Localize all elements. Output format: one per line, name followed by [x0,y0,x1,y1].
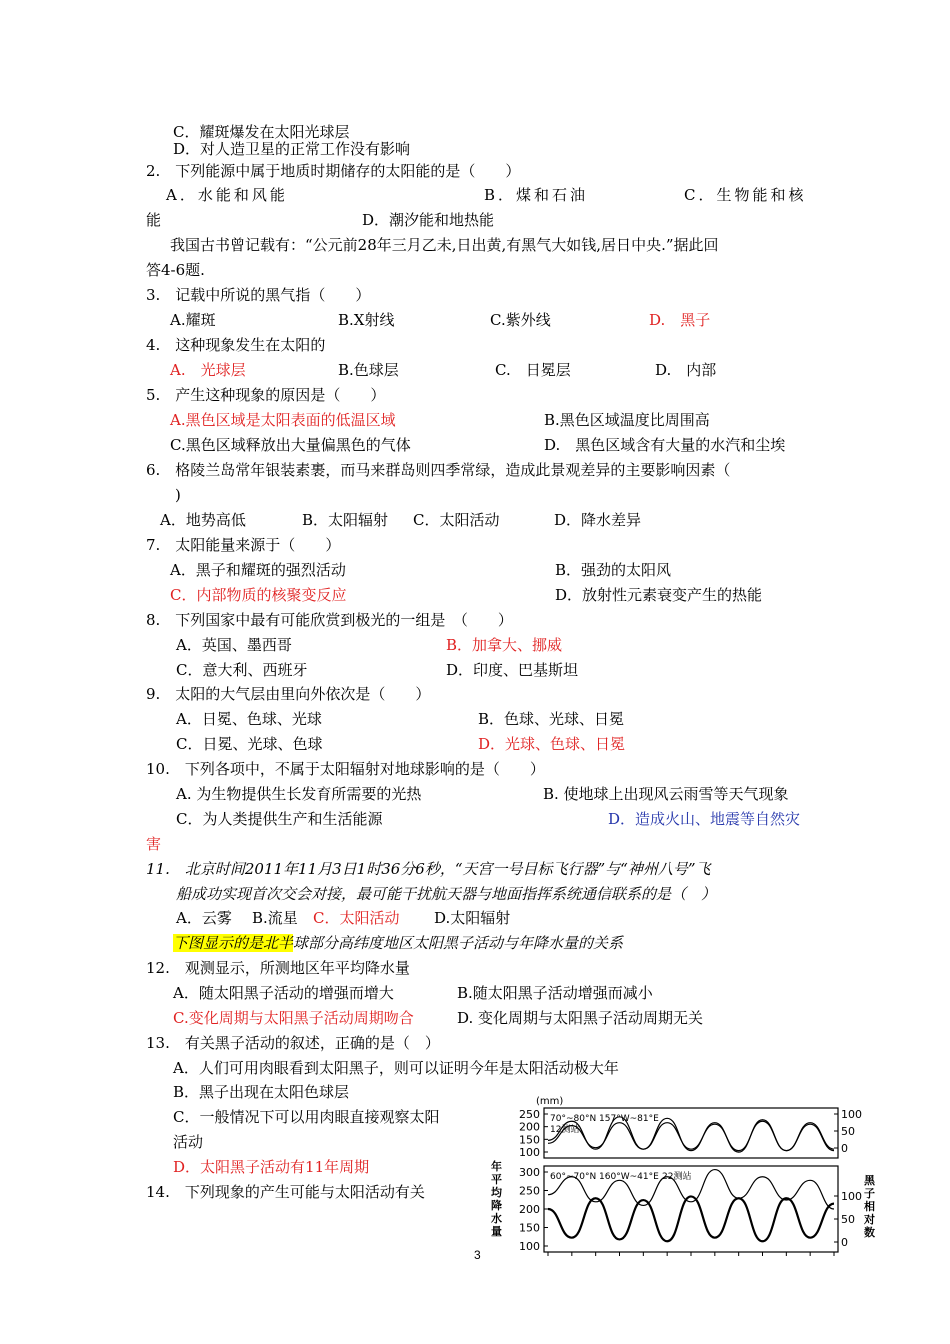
option-text: A．云雾 [176,909,232,927]
axis-label-char: 量 [491,1225,502,1238]
question-5: 5. 产生这种现象的原因是（ ） [146,386,386,404]
question-11-cont: 船成功实现首次交会对接，最可能干扰航天器与地面指挥系统通信联系的是（ ） [176,885,717,903]
chart-unit-label: (mm) [536,1096,564,1107]
question-2: 2. 下列能源中属于地质时期储存的太阳能的是（ ） [146,162,521,180]
option-text: C.紫外线 [490,311,551,329]
axis-label-char: 年 [491,1160,502,1173]
answer-option: A. 光球层 [170,361,246,379]
answer-option: D．太阳黑子活动有11年周期 [173,1158,370,1176]
svg-text:年平均降水量 [491,1159,503,1238]
right-tick-label: 0 [841,1236,848,1249]
left-tick-label: 200 [519,1120,540,1134]
station-label: 60°~70°N 160°W~41°E [550,1172,659,1182]
station-label: 70°~80°N 157°W~81°E [550,1114,659,1124]
station-count: 12测站 [550,1125,580,1135]
option-text: C．日冕、光球、色球 [176,735,323,753]
option-text: 能 [146,211,162,229]
answer-option: A.黑色区域是太阳表面的低温区域 [170,411,396,429]
option-text: B．太阳辐射 [302,511,389,529]
sunspot-precipitation-chart [488,1092,888,1266]
passage-text: 我国古书曾记载有：“公元前28年三月乙未,日出黄,有黑气大如钱,居日中央.”据此回 [170,236,719,254]
option-text: A．英国、墨西哥 [176,636,292,654]
axis-label-char: 数 [864,1226,875,1239]
option-text: B.色球层 [338,361,399,379]
option-text: C．太阳活动 [413,511,500,529]
left-tick-label: 150 [519,1133,540,1147]
left-tick-label: 250 [519,1108,540,1121]
answer-option: B．加拿大、挪威 [446,636,563,654]
option-text: A．人们可用肉眼看到太阳黑子，则可以证明今年是太阳活动极大年 [173,1059,619,1077]
question-3: 3. 记载中所说的黑气指（ ） [146,286,371,304]
figure-intro [173,933,623,953]
right-tick-label: 0 [841,1142,848,1155]
chart-panel [519,1108,862,1159]
option-text: A．地势高低 [160,511,246,529]
option-text: B.黑色区域温度比周围高 [544,411,710,429]
question-9: 9. 太阳的大气层由里向外依次是（ ） [146,685,431,703]
option-text: C．耀斑爆发在太阳光球层 [173,123,350,141]
question-6: 6. 格陵兰岛常年银装素裹，而马来群岛则四季常绿，造成此景观差异的主要影响因素（ [146,461,731,479]
question-7: 7. 太阳能量来源于（ ） [146,536,341,554]
option-text: B.随太阳黑子活动增强而减小 [457,984,653,1002]
axis-label-char: 对 [864,1213,875,1226]
question-13: 13. 有关黑子活动的叙述，正确的是（ ） [146,1034,440,1052]
option-text: D．放射性元素衰变产生的热能 [555,586,763,604]
option-text: D．降水差异 [554,511,642,529]
option-text: B. 使地球上出现风云雨雪等天气现象 [543,785,789,803]
option-text: D. 内部 [655,361,717,379]
chart-panel [519,1166,862,1253]
option-text: A．水能和风能 [166,186,288,204]
left-tick-label: 150 [519,1221,540,1235]
left-tick-label: 100 [519,1146,540,1159]
right-tick-label: 100 [841,1108,862,1121]
answer-option: C.变化周期与太阳黑子活动周期吻合 [173,1009,414,1027]
left-tick-label: 100 [519,1240,540,1253]
option-text: B.流星 [252,909,298,927]
option-text: C.黑色区域释放出大量偏黑色的气体 [170,436,411,454]
option-text: D. 变化周期与太阳黑子活动周期无关 [457,1009,704,1027]
option-text: A．日冕、色球、光球 [176,710,322,728]
axis-label-char: 相 [864,1200,875,1213]
axis-label-char: 黑 [864,1174,875,1187]
y-axis-label [491,1159,503,1238]
option-text: D.太阳辐射 [434,909,511,927]
question-14: 14. 下列现象的产生可能与太阳活动有关 [146,1183,425,1201]
option-text: C．一般情况下可以用肉眼直接观察太阳 [173,1108,440,1126]
option-text: A．随太阳黑子活动的增强而增大 [173,984,394,1002]
option-text: D．潮汐能和地热能 [362,211,495,229]
option-text: C．为人类提供生产和生活能源 [176,810,383,828]
option-text: C．生物能和核 [684,186,807,204]
question-10: 10. 下列各项中，不属于太阳辐射对地球影响的是（ ） [146,760,545,778]
highlighted-text: 下图显示的是北半 [173,934,294,952]
left-tick-label: 300 [519,1166,540,1179]
option-text: B.X射线 [338,311,395,329]
question-4: 4. 这种现象发生在太阳的 [146,336,326,354]
station-count: 22测站 [662,1172,692,1182]
option-text: D．对人造卫星的正常工作没有影响 [173,140,411,158]
answer-option: D．造成火山、地震等自然灾 [608,810,801,828]
svg-text:黑子相对数 [863,1173,876,1239]
right-tick-label: 100 [841,1190,862,1203]
answer-option: D．光球、色球、日冕 [478,735,626,753]
axis-label-char: 水 [491,1212,502,1225]
option-text: 活动 [173,1133,204,1151]
figure-intro-rest: 球部分高纬度地区太阳黑子活动与年降水量的关系 [293,934,624,952]
answer-option-cont: 害 [146,835,162,853]
axis-label-char: 降 [491,1199,502,1212]
question-6-cont: ) [175,486,181,504]
option-text: D. 黑色区域含有大量的水汽和尘埃 [544,436,786,454]
option-text: B．强劲的太阳风 [555,561,672,579]
right-tick-label: 50 [841,1213,855,1226]
answer-option: D. 黑子 [649,311,711,329]
passage-text: 答4-6题. [146,261,205,279]
answer-option: C．内部物质的核聚变反应 [170,586,347,604]
option-text: B．煤和石油 [484,186,589,204]
page-number: 3 [474,1248,481,1262]
axis-label-char: 子 [864,1187,875,1200]
series-line [548,1121,834,1150]
option-text: A．黑子和耀斑的强烈活动 [170,561,346,579]
left-tick-label: 200 [519,1203,540,1216]
question-8: 8. 下列国家中最有可能欣赏到极光的一组是 （ ） [146,611,513,629]
right-tick-label: 50 [841,1125,855,1138]
axis-label-char: 平 [491,1173,502,1186]
axis-label-char: 均 [491,1186,502,1199]
option-text: D．印度、巴基斯坦 [446,661,579,679]
series-line [548,1196,834,1241]
option-text: B．黑子出现在太阳色球层 [173,1083,350,1101]
option-text: A. 为生物提供生长发育所需要的光热 [176,785,422,803]
option-text: C．意大利、西班牙 [176,661,308,679]
y2-axis-label [863,1173,876,1239]
option-text: C. 日冕层 [495,361,571,379]
question-11: 11. 北京时间2011年11月3日1时36分6秒，“天宫一号目标飞行器”与“神州八号”飞 [146,860,711,878]
left-tick-label: 250 [519,1184,540,1198]
question-12: 12. 观测显示，所测地区年平均降水量 [146,959,410,977]
option-text: B．色球、光球、日冕 [478,710,625,728]
option-text: A.耀斑 [170,311,216,329]
answer-option: C．太阳活动 [313,909,400,927]
